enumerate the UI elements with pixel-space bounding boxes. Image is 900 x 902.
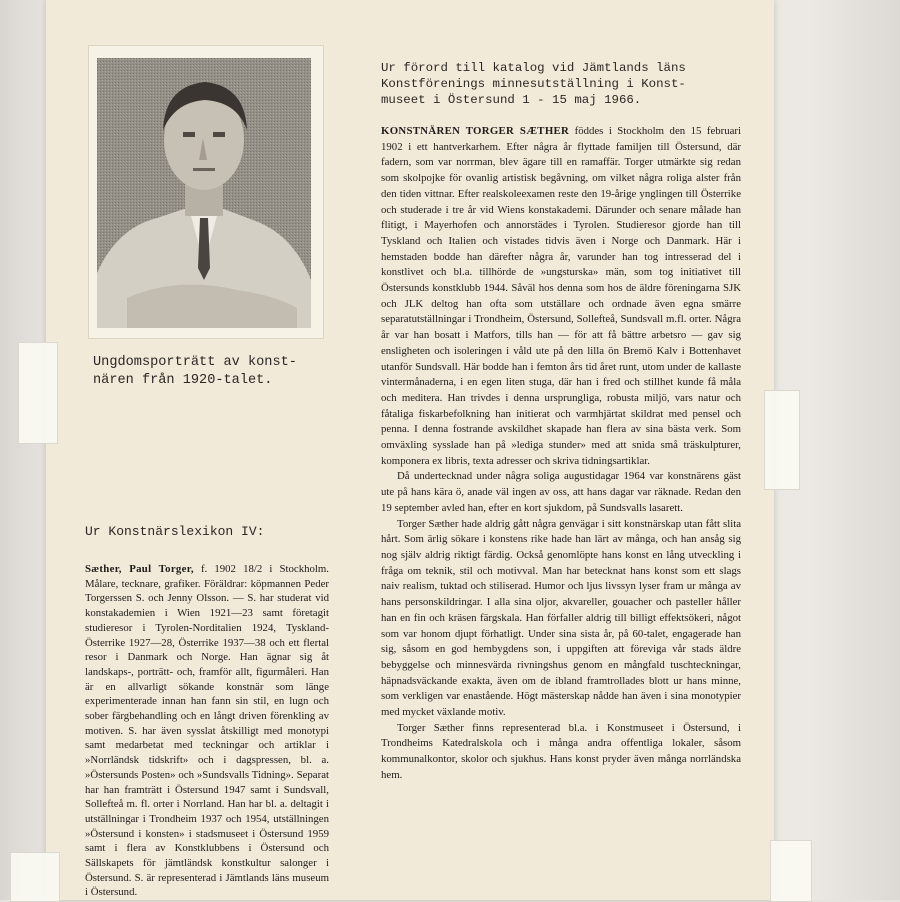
tape-strip-left bbox=[18, 342, 58, 444]
article-paragraph-4: Torger Sæther finns representerad bl.a. i Konstmuseet i Östersund, i Trondheims Katedralskola och i många andra offentliga lokaler, såsom kommunalkontor, skolor och sjukhus. Hans konst pryder även många norrländska hem. bbox=[381, 721, 741, 781]
article-paragraph-1 bbox=[381, 124, 741, 469]
lexikon-heading: Ur Konstnärslexikon IV: bbox=[85, 524, 265, 539]
article-paragraph-1-text: föddes i Stockholm den 15 februari 1902 i ett hantverkarhem. Efter några år flyttade familjen till Östersund, där fadern, som var norrman, blev ägare till en ramaffär. Torger utmärkte sig redan som skolpojke för ovanlig artistisk begåvning, om vilket några roliga alster från den tiden vittnar. Efter realskoleexamen reste den 19-årige ynglingen till Österrike och studerade i tre år vid Wiens konstakademi. Därunder och senare målade han flitigt, i Mayerhofen och annorstädes i Tyrolen. Studieresor gjorde han till Tyskland och Italien och vistades tidvis även i Norge och Danmark. Här i hemstaden bodde han därefter några år, varunder han tog intresserad del i konstlivet och bl.a. tillhörde de »ungsturska» män, som tog initiativet till Östersunds konstklubb 1944. Såväl hos denna som hos de äldre föreningarna SJK och JLK deltog han ofta som utställare och ordnade även egna smärre separatutställningar i Trondheim, Östersund, Sollefteå, Sundsvall m.fl. orter. Några år var han bosatt i Matfors, tills han — för att få bättre arbetsro — gav sig ensligheten och isoleringen i våld ute på den lilla ön Bremö Kalv i Bottenhavet utanför Sundsvall. Här bodde han i femton års tid året runt, utom under de kallaste vintermånaderna, i en egen liten stuga, där han i fred och stillhet kunde få måla och meditera. Han trivdes i denna ursprungliga, robusta miljö, vars natur och fåtaliga fiskarbefolkning han initierat och varmhjärtat skildrat med pensel och penna. I denna fostrande avskildhet skapade han flera av sina bästa verk. Som omväxling sysslade han på »lediga stunder» med att snida små träskulpturer, komponera ex libris, texta adresser och skriva tidningsartiklar. bbox=[381, 125, 741, 467]
portrait-photo-frame bbox=[88, 45, 324, 339]
preface-heading: Ur förord till katalog vid Jämtlands läns Konstförenings minnesutställning i Konst- museet i Östersund 1 - 15 maj 1966. bbox=[381, 61, 686, 107]
tape-strip-bottom-left bbox=[10, 852, 60, 902]
article-lead: KONSTNÄREN TORGER SÆTHER bbox=[381, 125, 570, 137]
preface-article bbox=[381, 124, 741, 900]
photo-caption: Ungdomsporträtt av konst- nären från 1920-talet. bbox=[93, 355, 297, 388]
lexikon-entry bbox=[85, 562, 329, 900]
article-paragraph-2: Då undertecknad under några soliga augustidagar 1964 var konstnärens gäst ute på hans kära ö, anade väl ingen av oss, att hans dagar var räknade. Redan den 19 september avled han, efter en kort sjukdom, på Sundsvalls lasarett. bbox=[381, 470, 741, 514]
article-paragraph-3: Torger Sæther hade aldrig gått några genvägar i sitt konstnärskap utan fått slita hårt. Som ärlig sökare i konstens rike hade han lärt av många, och han ansåg sig nog själv aldrig riktigt färdig. Också genomlöpte hans konst en lång utveckling i fråga om teknik, stil och motivval. Man har betecknat hans konst som ett slags naiv realism, tuktad och stiliserad. Humor och ljus livssyn lyser fram ur många av hans personskildringar. I alla sina oljor, akvareller, gouacher och pasteller håller han en fin och kräsen färgskala. Han förfaller aldrig till billigt effektsökeri, något som var honom djupt förhatligt. Under sina sista år, på 60-talet, engagerade han sig, såsom en god hembygdens son, i uppgiften att föreviga vår stads äldre bebyggelse och minnesvärda rivningshus genom en mångfald tuschteckningar, häpnadsväckande exakta, även om de ibland framtrollades blott ur hans minne, som verkligen var enastående. Högt mästerskap nådde han även i sina monotypier med mycket växlande motiv. bbox=[381, 517, 741, 719]
tape-strip-bottom-right bbox=[770, 840, 812, 902]
portrait-photo bbox=[97, 58, 311, 328]
tape-strip-right bbox=[764, 390, 800, 490]
lexikon-entry-name: Sæther, Paul Torger, bbox=[85, 563, 194, 575]
lexikon-entry-text: f. 1902 18/2 i Stockholm. Målare, tecknare, grafiker. Föräldrar: köpmannen Peder Torgerssen S. och Jenny Olsson. — S. har studerat vid konstakademien i Wien 1921—23 samt företagit studieresor i Tyrolen-Norditalien 1924, Tyskland-Österrike 1927—28, Österrike 1937—38 och ett flertal resor i Danmark och Norge. Han ägnar sig åt landskaps-, porträtt- och, framför allt, figurmåleri. Han är en allvarligt sökande konstnär som länge experimenterade innan han fann sin stil, en lugn och sober färgbehandling och en långt driven förenkling av motiven. S. har även sysslat åtskilligt med monotypi samt medarbetat med teckningar och artiklar i »Norrländsk tidskrift» och i dagspressen, bl. a. »Östersunds Posten» och »Sundsvalls Tidning». Separat har han framträtt i Östersund 1947 samt i Sundsvall, Sollefteå m. fl. orter i Norrland. Han har bl. a. deltagit i utställningar i Trondheim 1937 och 1954, utställningen »Östersund i konsten» i stadsmuseet i Östersund 1959 samt i flera av Konstklubbens i Östersund och Sällskapets för jämtländsk konstkultur salonger i Östersund. S. är representerad i Jämtlands läns museum i Östersund. bbox=[85, 563, 329, 899]
